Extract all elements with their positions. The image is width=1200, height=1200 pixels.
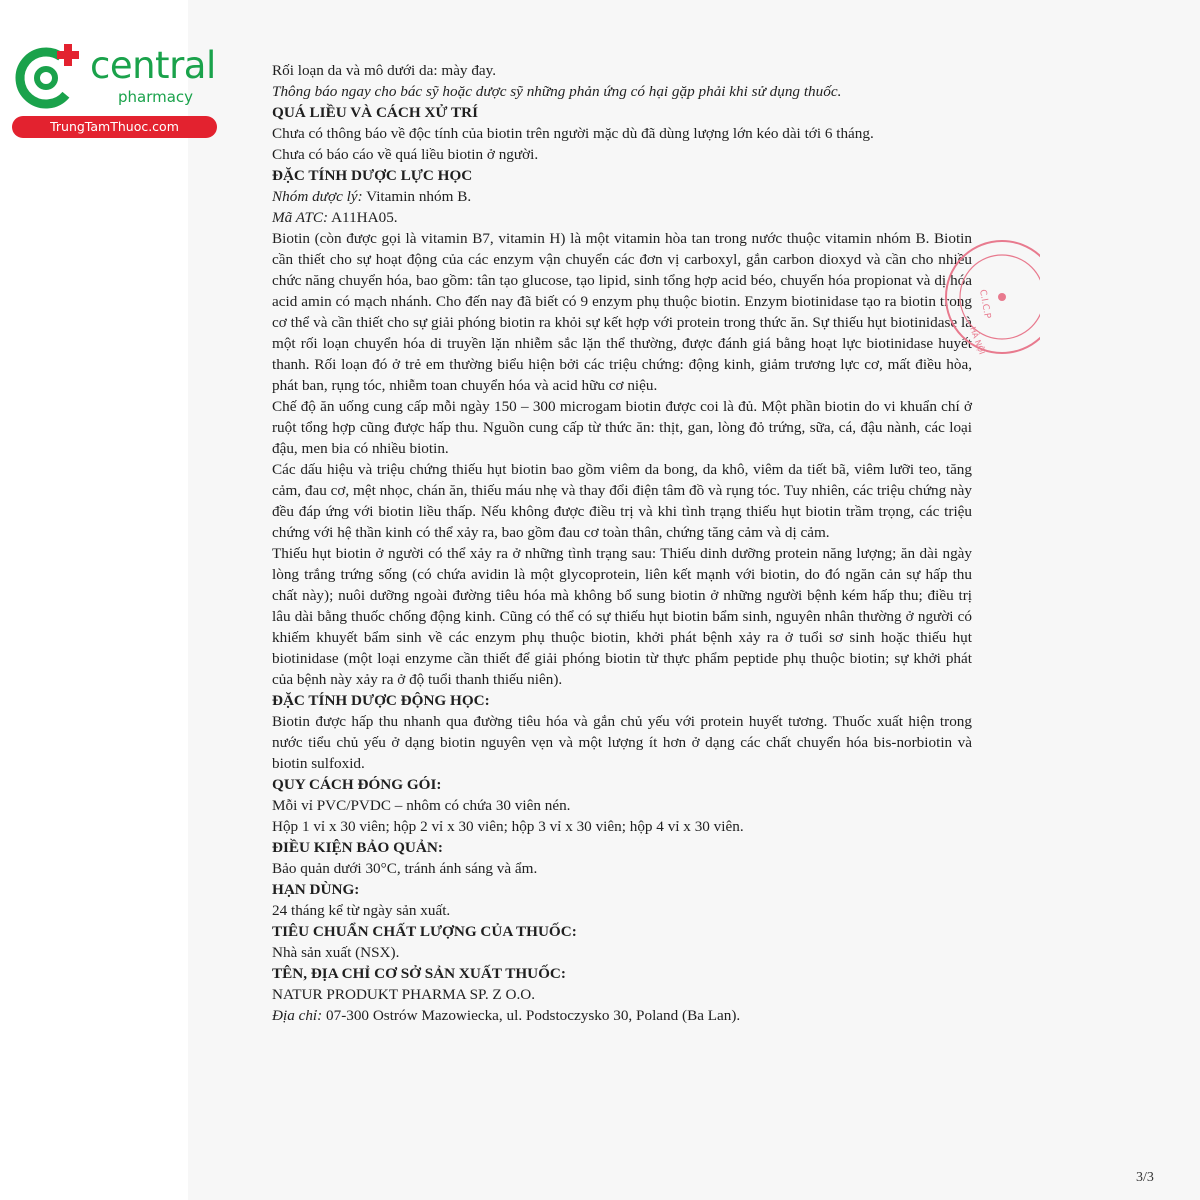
manufacturer-name: NATUR PRODUKT PHARMA SP. Z O.O.	[272, 986, 536, 1003]
atc-code-label: Mã ATC:	[272, 209, 329, 226]
dietary-intake-paragraph: Chế độ ăn uống cung cấp mỗi ngày 150 – 300 microgam biotin được coi là đủ. Một phần biotin do vi khuẩn chí ở ruột tổng hợp cũng được hấp thu. Nguồn cung cấp từ thức ăn: thịt, gan, lòng đỏ trứng, sữa, cá, đậu nành, các loại đậu, men bia có nhiều biotin.	[272, 398, 972, 457]
page-number: 3/3	[1136, 1170, 1154, 1185]
overdose-paragraph-1: Chưa có thông báo về độc tính của biotin trên người mặc dù đã dùng lượng lớn kéo dài tới 6 tháng.	[272, 125, 874, 142]
deficiency-causes-paragraph: Thiếu hụt biotin ở người có thể xảy ra ở những tình trạng sau: Thiếu dinh dưỡng protein năng lượng; ăn dài ngày lòng trắng trứng sống (có chứa avidin là một glycoprotein, liên kết mạnh với biotin, do đó ngăn cản sự hấp thu chất này); nuôi dưỡng ngoài đường tiêu hóa mà không bổ sung biotin ở những người bệnh kém hấp thu; điều trị lâu dài bằng thuốc chống động kinh. Cũng có thể có sự thiếu hụt biotin bẩm sinh, nguyên nhân thường ở người có khiếm khuyết bẩm sinh về các enzym phụ thuộc biotin, khởi phát bệnh xảy ra ở tuổi sơ sinh hoặc thiếu hụt biotinidase (một loại enzyme cần thiết để giải phóng biotin từ thực phẩm peptide phụ thuộc biotin; sự khởi phát của bệnh này xảy ra ở độ tuổi thanh thiếu niên).	[272, 545, 972, 688]
deficiency-symptoms-paragraph: Các dấu hiệu và triệu chứng thiếu hụt biotin bao gồm viêm da bong, da khô, viêm da tiết bã, viêm lưỡi teo, tăng cảm, đau cơ, mệt nhọc, chán ăn, thiếu máu nhẹ và thay đổi điện tâm đồ và rụng tóc. Tuy nhiên, các triệu chứng này đều đáp ứng với biotin liều thấp. Nếu không được điều trị và khi tình trạng thiếu hụt biotin trầm trọng, các triệu chứng với hệ thần kinh có thể xảy ra, bao gồm đau cơ toàn thân, chứng tăng cảm và dị cảm.	[272, 461, 972, 541]
logo-subtitle-text: pharmacy	[118, 88, 194, 106]
quality-standard-line: Nhà sản xuất (NSX).	[272, 944, 400, 961]
address-label: Địa chỉ:	[272, 1007, 323, 1024]
packaging-line-2: Hộp 1 vỉ x 30 viên; hộp 2 vỉ x 30 viên; hộp 3 vỉ x 30 viên; hộp 4 vỉ x 30 viên.	[272, 818, 744, 835]
quality-standard-heading: TIÊU CHUẨN CHẤT LƯỢNG CỦA THUỐC:	[272, 923, 577, 940]
overdose-paragraph-2: Chưa có báo cáo về quá liều biotin ở người.	[272, 146, 539, 163]
shelf-life-line: 24 tháng kể từ ngày sản xuất.	[272, 902, 451, 919]
biotin-description-paragraph: Biotin (còn được gọi là vitamin B7, vitamin H) là một vitamin hòa tan trong nước thuộc vitamin nhóm B. Biotin cần thiết cho sự hoạt động của các enzym vận chuyển các đơn vị carboxyl, gắn carbon dioxyd và cần cho nhiều chức năng chuyển hóa, bao gồm: tân tạo glucose, tạo lipid, sinh tổng hợp acid béo, chuyển hóa propionat và dị hóa acid amin có mạch nhánh. Cho đến nay đã biết có 9 enzym phụ thuộc biotin. Enzym biotinidase tạo ra biotin trong cơ thể và cần thiết cho sự giải phóng biotin ra khỏi sự kết hợp với protein trong thức ăn. Sự thiếu hụt biotinidase là một rối loạn chuyển hóa di truyền lặn nhiễm sắc lặn thể thường, được đánh giá bằng hoạt lực biotinidase huyết thanh. Rối loạn đó ở trẻ em thường biểu hiện bởi các triệu chứng: động kinh, giảm trương lực cơ, mất điều hòa, phát ban, rụng tóc, nhiễm toan chuyển hóa và acid hữu cơ niệu.	[272, 230, 972, 394]
report-notice-line: Thông báo ngay cho bác sỹ hoặc dược sỹ những phản ứng có hại gặp phải khi sử dụng thuốc.	[272, 83, 842, 100]
logo-brand-text: central	[90, 44, 216, 87]
pharmacologic-group-line	[272, 186, 972, 207]
website-badge[interactable]: TrungTamThuoc.com	[12, 116, 217, 138]
pharmacokinetics-heading: ĐẶC TÍNH DƯỢC ĐỘNG HỌC:	[272, 692, 490, 709]
atc-code-line	[272, 207, 972, 228]
address-value: 07-300 Ostrów Mazowiecka, ul. Podstoczysko 30, Poland (Ba Lan).	[326, 1007, 741, 1024]
overdose-heading: QUÁ LIỀU VÀ CÁCH XỬ TRÍ	[272, 104, 479, 121]
official-seal-stamp	[940, 232, 1040, 362]
manufacturer-address-line	[272, 1005, 972, 1026]
pharmacodynamics-heading: ĐẶC TÍNH DƯỢC LỰC HỌC	[272, 167, 473, 184]
pharmacy-cross-logo-icon	[12, 40, 88, 116]
shelf-life-heading: HẠN DÙNG:	[272, 881, 360, 898]
packaging-heading: QUY CÁCH ĐÓNG GÓI:	[272, 776, 442, 793]
pharmacologic-group-label: Nhóm dược lý:	[272, 188, 363, 205]
side-effect-skin-line: Rối loạn da và mô dưới da: mày đay.	[272, 62, 497, 79]
svg-text:C.I.C.P: C.I.C.P	[977, 288, 992, 320]
pharmacologic-group-value: Vitamin nhóm B.	[366, 188, 472, 205]
svg-text:HÀ NỘI: HÀ NỘI	[968, 325, 987, 356]
manufacturer-heading: TÊN, ĐỊA CHỈ CƠ SỞ SẢN XUẤT THUỐC:	[272, 965, 566, 982]
atc-code-value: A11HA05.	[331, 209, 398, 226]
storage-heading: ĐIỀU KIỆN BẢO QUẢN:	[272, 839, 443, 856]
document-body	[272, 60, 972, 1026]
central-pharmacy-logo[interactable]	[8, 36, 223, 136]
packaging-line-1: Mỗi vỉ PVC/PVDC – nhôm có chứa 30 viên nén.	[272, 797, 571, 814]
storage-line: Bảo quản dưới 30°C, tránh ánh sáng và ẩm.	[272, 860, 538, 877]
pharmacokinetics-paragraph: Biotin được hấp thu nhanh qua đường tiêu hóa và gắn chủ yếu với protein huyết tương. Thuốc xuất hiện trong nước tiểu chủ yếu ở dạng biotin nguyên vẹn và một lượng ít hơn ở dạng các chất chuyển hóa bis-norbiotin và biotin sulfoxid.	[272, 713, 972, 772]
